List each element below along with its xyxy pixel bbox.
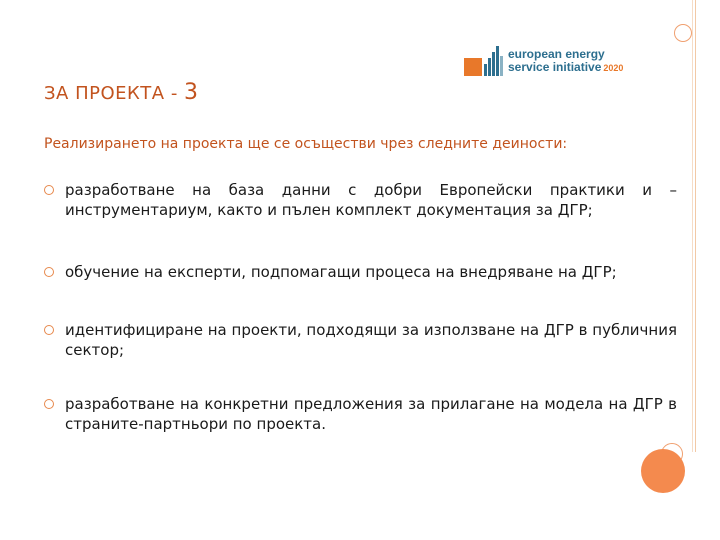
logo-line-2 — [508, 61, 623, 75]
logo-text — [508, 48, 623, 75]
bullet-circle-icon — [44, 325, 54, 335]
logo-line-1: european energy — [508, 47, 605, 61]
slide-title — [44, 80, 199, 105]
bullet-text: идентифициране на проекти, подходящи за използване на ДГР в публичния сектор; — [65, 321, 677, 359]
decorative-circle-filled — [641, 449, 685, 493]
bullet-circle-icon — [44, 185, 54, 195]
decorative-circle — [674, 24, 692, 42]
logo-year: 2020 — [603, 63, 624, 73]
slide-title-text: ЗА ПРОЕКТА - — [44, 83, 185, 104]
logo-line-2-text: service initiative — [508, 60, 602, 74]
bullet-circle-icon — [44, 399, 54, 409]
decorative-frame-line — [692, 0, 693, 452]
bullet-text: разработване на конкретни предложения за прилагане на модела на ДГР в страните-партньори по проекта. — [65, 395, 677, 433]
bullet-text: обучение на експерти, подпомагащи процеса на внедряване на ДГР; — [65, 263, 617, 281]
decorative-frame-line — [695, 0, 696, 452]
bullet-circle-icon — [44, 267, 54, 277]
slide-title-number: 3 — [184, 80, 199, 105]
eesi-logo — [464, 44, 644, 78]
energy-bars-icon — [464, 46, 504, 76]
bullet-text: разработване на база данни с добри Европейски практики и – инструментариум, както и пълен комплект документация за ДГР; — [65, 181, 677, 219]
slide-subtitle: Реализирането на проекта ще се осъществи чрез следните деиности: — [44, 136, 568, 152]
